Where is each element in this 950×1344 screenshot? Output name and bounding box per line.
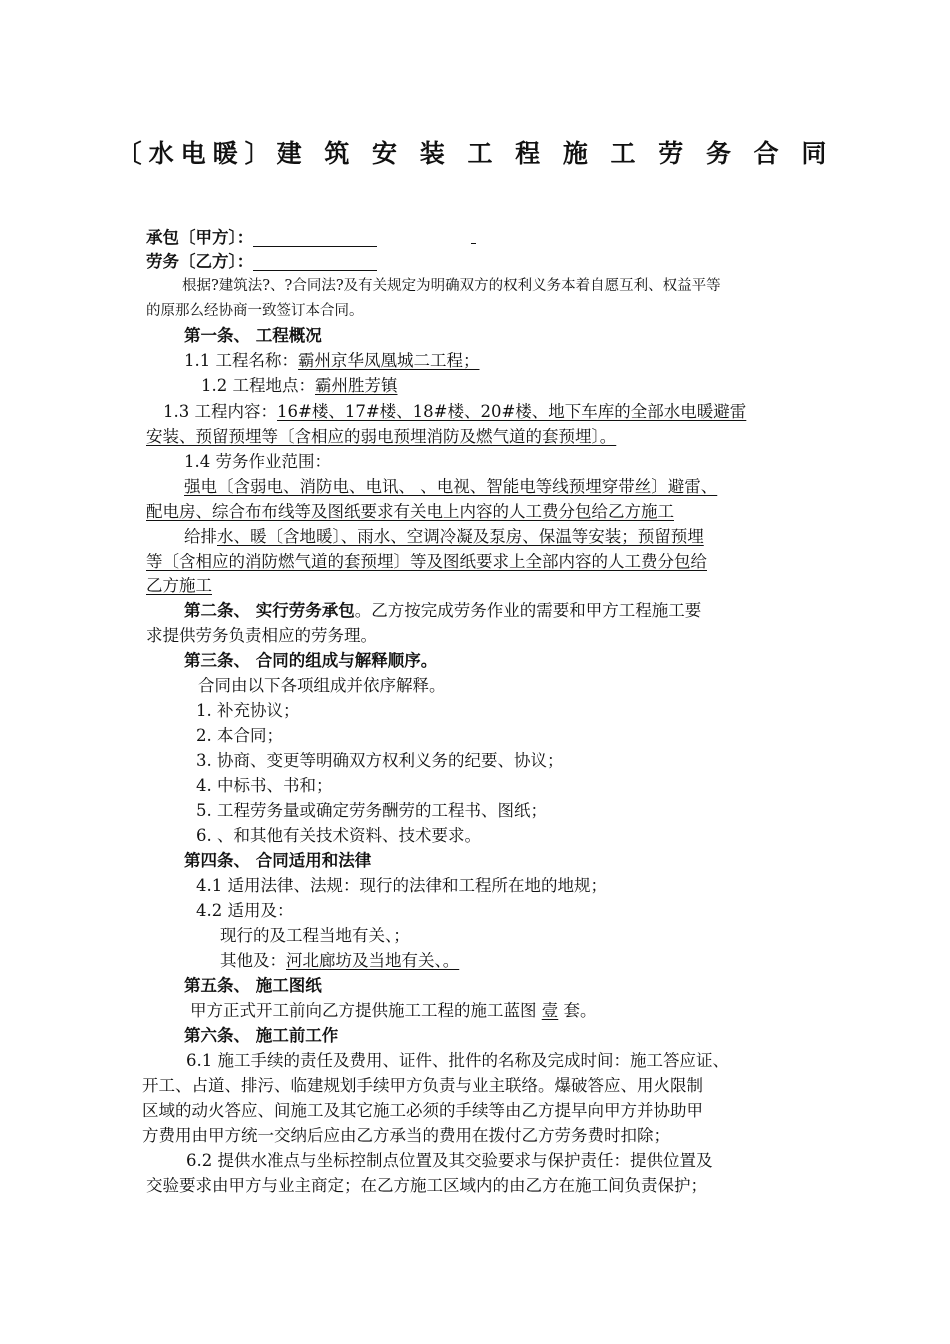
article-2-text-1: 。乙方按完成劳务作业的需要和甲方工程施工要 [354, 601, 702, 620]
scope-plumbing-value-1: 水、暖〔含地暖〕、雨水、空调冷凝及泵房、保温等安装；预留预埋 [217, 527, 704, 546]
article-1-heading: 第一条、 工程概况 [184, 326, 322, 345]
project-content-line [163, 400, 746, 424]
project-location-line [201, 374, 398, 398]
article-3-heading: 第三条、 合同的组成与解释顺序。 [184, 651, 438, 670]
article-6-2-line: 6.2 提供水准点与坐标控制点位置及其交验要求与保护责任：提供位置及 [186, 1151, 713, 1170]
scope-plumbing-prefix: 给排 [184, 527, 217, 546]
party-b-line [146, 250, 377, 274]
article-6-heading: 第六条、 施工前工作 [184, 1026, 339, 1045]
party-a-line [146, 226, 377, 250]
article-5-text-pre: 甲方正式开工前向乙方提供施工工程的施工蓝图 [190, 1001, 537, 1020]
article-3-item: 3. 协商、变更等明确双方权利义务的纪要、协议； [196, 751, 564, 770]
project-content-value-2: 安装、预留预埋等〔含相应的弱电预埋消防及燃气道的套预埋〕。 [146, 427, 617, 446]
project-location-value: 霸州胜芳镇 [315, 376, 398, 395]
project-location-label: 1.2 工程地点： [201, 376, 315, 395]
scope-electric-line-2: 配电房、综合布布线等及图纸要求有关电上内容的人工费分包给乙方施工 [146, 502, 674, 521]
project-name-line [184, 349, 480, 373]
article-2-heading: 第二条、 实行劳务承包 [184, 601, 355, 620]
project-content-label: 1.3 工程内容： [163, 402, 277, 421]
article-6-1-line: 6.1 施工手续的责任及费用、证件、批件的名称及完成时间：施工答应证、 [186, 1051, 729, 1070]
article-5-text [190, 999, 597, 1023]
party-a-label: 承包〔甲方〕： [146, 228, 254, 247]
article-4-line-4 [220, 949, 459, 973]
article-4-other-label: 其他及： [220, 951, 286, 970]
scope-plumbing-line-2: 等〔含相应的消防燃气道的套预埋〕等及图纸要求上全部内容的人工费分包给 [146, 552, 707, 571]
article-3-item: 2. 本合同； [196, 726, 283, 745]
article-6-1-line: 区域的动火答应、间施工及其它施工必须的手续等由乙方提早向甲方并协助甲 [142, 1101, 703, 1120]
party-b-blank[interactable] [253, 252, 377, 271]
project-name-label: 1.1 工程名称： [184, 351, 298, 370]
scope-plumbing-line-3: 乙方施工 [146, 576, 212, 595]
party-b-label: 劳务〔乙方〕： [146, 252, 254, 271]
article-4-line-3: 现行的及工程当地有关、； [220, 926, 410, 945]
scope-electric-line-1: 强电〔含弱电、消防电、电讯、 、电视、智能电等线预埋穿带丝〕避雷、 [184, 477, 718, 496]
preamble-line-1: 根据?建筑法?、?合同法?及有关规定为明确双方的权利义务本着自愿互利、权益平等 [182, 278, 721, 294]
project-name-value: 霸州京华凤凰城二工程； [298, 351, 480, 370]
article-2-line-1 [184, 599, 701, 623]
article-3-item: 5. 工程劳务量或确定劳务酬劳的工程书、图纸； [196, 801, 547, 820]
article-6-1-line: 开工、占道、排污、临建规划手续甲方负责与业主联络。爆破答应、用火限制 [142, 1076, 703, 1095]
article-3-intro: 合同由以下各项组成并依序解释。 [198, 676, 446, 695]
article-4-heading: 第四条、 合同适用和法律 [184, 851, 372, 870]
stray-mark [471, 243, 476, 244]
article-3-item: 1. 补充协议； [196, 701, 300, 720]
article-4-line-2: 4.2 适用及： [196, 901, 294, 920]
article-6-1-line: 方费用由甲方统一交纳后应由乙方承当的费用在拨付乙方劳务费时扣除； [142, 1126, 670, 1145]
article-3-item: 6. 、和其他有关技术资料、技术要求。 [196, 826, 481, 845]
preamble-line-2: 的原那么经协商一致签订本合同。 [146, 303, 364, 319]
article-6-2-line: 交验要求由甲方与业主商定；在乙方施工区域内的由乙方在施工间负责保护； [146, 1176, 707, 1195]
scope-plumbing-line-1 [184, 525, 704, 549]
article-5-text-post: 套。 [563, 1001, 597, 1020]
scope-label: 1.4 劳务作业范围： [184, 452, 331, 471]
article-2-text-2: 求提供劳务负责相应的劳务理。 [146, 626, 377, 645]
article-3-item: 4. 中标书、书和； [196, 776, 333, 795]
article-5-heading: 第五条、 施工图纸 [184, 976, 322, 995]
document-title: 〔水电暖〕建 筑 安 装 工 程 施 工 劳 务 合 同 [116, 139, 834, 168]
blueprint-count: 壹 [541, 1001, 559, 1020]
project-content-value-1: 16#楼、17#楼、18#楼、20#楼、地下车库的全部水电暖避雷 [277, 402, 747, 421]
party-a-blank[interactable] [253, 228, 377, 247]
article-4-line-1: 4.1 适用法律、法规：现行的法律和工程所在地的地规； [196, 876, 607, 895]
article-4-other-value: 河北廊坊及当地有关、。 [286, 951, 460, 970]
